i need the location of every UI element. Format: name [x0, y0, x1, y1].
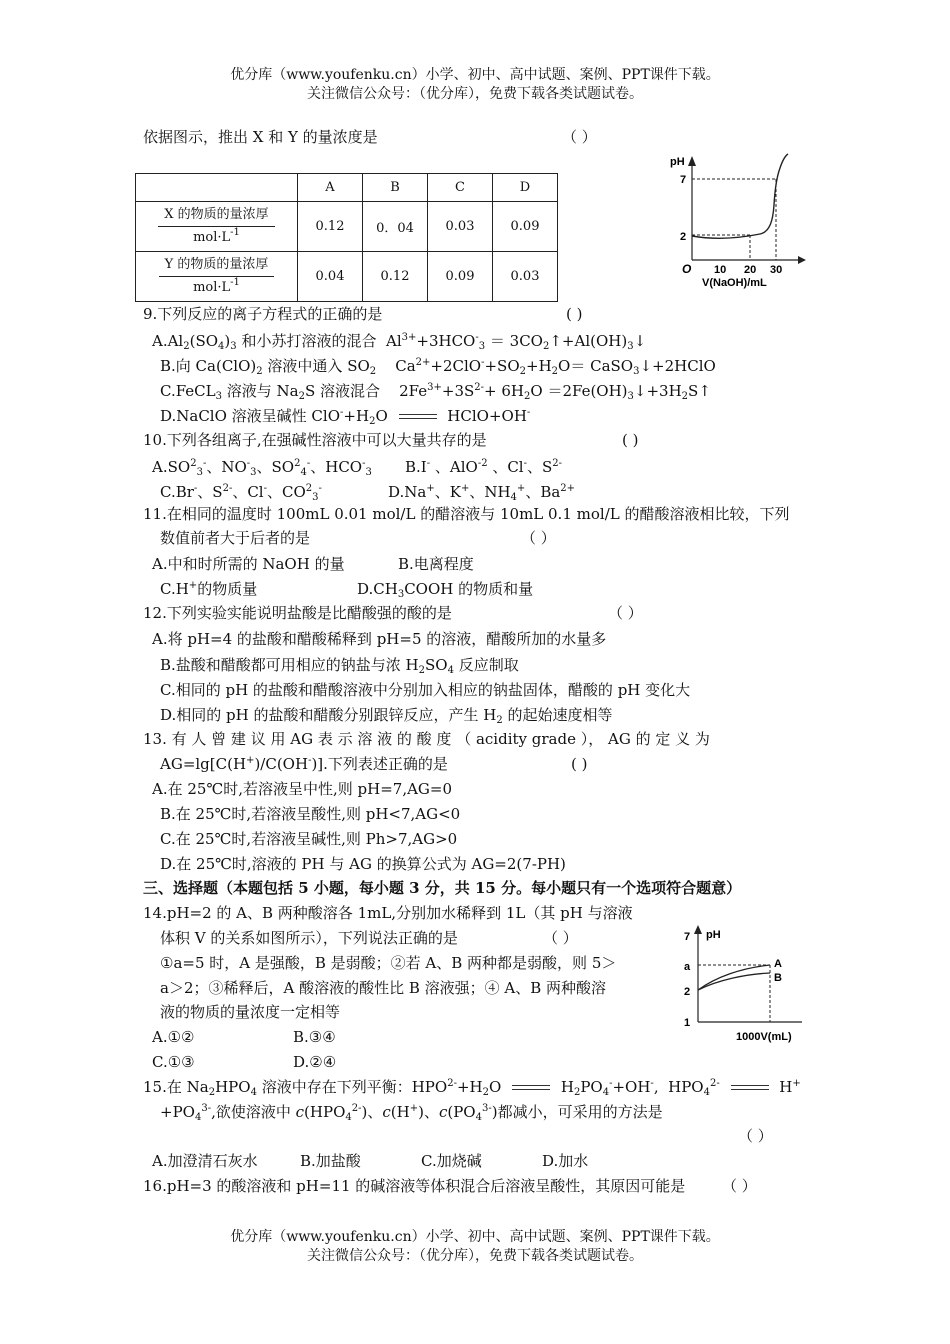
q14-option-b: B.③④ [293, 1028, 336, 1046]
q13-stem-2: AG=lg[C(H+)/C(OH-)].下列表述正确的是 [160, 755, 448, 773]
q10-stem: 10.下列各组离子,在强碱性溶液中可以大量共存的是 [143, 431, 487, 449]
header-line-2: 关注微信公众号：（优分库），免费下载各类试题试卷。 [307, 86, 643, 102]
q12-paren: （ ） [608, 604, 643, 622]
q14-line-3: ①a=5 时，A 是强酸，B 是弱酸；②若 A、B 两种都是弱酸，则 5＞ [160, 954, 617, 972]
q16-stem: 16.pH=3 的酸溶液和 pH=11 的碱溶液等体积混合后溶液呈酸性，其原因可能是 [143, 1177, 686, 1195]
q11-option-d: $D.CH_3COOH$ 的物质和量 [357, 580, 534, 600]
col-header-a: A [298, 174, 363, 202]
concentration-table [135, 173, 558, 302]
x-value-d: 0.09 [493, 202, 558, 252]
q12-option-c: C.相同的 pH 的盐酸和醋酸溶液中分别加入相应的钠盐固体，醋酸的 pH 变化大 [160, 681, 691, 699]
q14-paren: （ ） [543, 929, 578, 947]
q15-paren: （ ） [738, 1127, 773, 1145]
q9-option-a: $A.Al_2(SO_4)_3$ 和小苏打溶液的混合 $Al^{3+}+3HCO^-_3$ ＝ $3CO_2↑+Al(OH)_3↓$ [152, 332, 647, 352]
q8-paren: （ ） [562, 128, 597, 146]
q10-option-c: C.Br-、$S^{2-}$、Cl-、$CO^2_3^-$ [160, 483, 322, 503]
y-value-c: 0.09 [428, 252, 493, 302]
q14-option-a: A.①② [152, 1028, 195, 1046]
titration-xtick-30: 30 [770, 264, 783, 276]
q14-line-2: 体积 V 的关系如图所示），下列说法正确的是 [160, 929, 458, 947]
titration-xtick-10: 10 [714, 264, 727, 276]
q10-option-d: D.Na+、K+、$NH_4^+$、$Ba^{2+}$ [388, 483, 576, 503]
q11-paren: （ ） [521, 529, 556, 547]
x-value-a: 0.12 [298, 202, 363, 252]
titration-xtick-20: 20 [744, 264, 757, 276]
q13-stem: 13. 有 人 曾 建 议 用 AG 表 示 溶 液 的 酸 度 （ acidity grade ）， AG 的 定 义 为 [143, 730, 710, 748]
dilution-label-b: B [774, 972, 782, 984]
q11-stem-2: 数值前者大于后者的是 [160, 529, 311, 547]
q14-line-4: a＞2；③稀释后，A 酸溶液的酸性比 B 溶液强；④ A、B 两种酸溶 [160, 979, 607, 997]
y-value-d: 0.03 [493, 252, 558, 302]
titration-origin: O [682, 262, 692, 276]
q15-option-b: B.加盐酸 [300, 1152, 361, 1170]
q12-option-b: B.盐酸和醋酸都可用相应的钠盐与浓 $H_2SO_4$ 反应制取 [160, 656, 519, 676]
q12-stem: 12.下列实验实能说明盐酸是比醋酸强的酸的是 [143, 604, 452, 622]
dilution-ytick-2: 2 [684, 986, 691, 998]
titration-ytick-2: 2 [680, 231, 687, 243]
dilution-xlabel: 1000V(mL) [736, 1031, 792, 1043]
q10-option-b: B.I- 、AlO$^{-2}$ 、Cl-、$S^{2-}$ [405, 458, 563, 476]
q15-option-a: A.加澄清石灰水 [152, 1152, 258, 1170]
x-value-c: 0.03 [428, 202, 493, 252]
titration-graph [660, 150, 810, 290]
q11-option-a: A.中和时所需的 NaOH 的量 [152, 555, 345, 573]
q16-paren: （ ） [722, 1177, 757, 1195]
q8-stem: 依据图示，推出 X 和 Y 的量浓度是 [143, 128, 378, 146]
q13-option-d: D.在 25℃时,溶液的 PH 与 AG 的换算公式为 AG=2(7-PH) [160, 855, 566, 873]
col-header-d: D [493, 174, 558, 202]
y-value-b: 0.12 [363, 252, 428, 302]
q9-option-b: B.向 $Ca(ClO)_2$ 溶液中通入 $SO_2$ $Ca^{2+}+2ClO^-+SO_2+H_2O=$ CaSO$_3$↓+2HClO [160, 357, 716, 377]
q10-option-a: $A.SO^2_3^-$、$NO^-_3$、$SO^2_4^-$、$HCO^-_3$ [152, 458, 372, 478]
dilution-ytick-1: 1 [684, 1017, 691, 1029]
q15-option-d: D.加水 [542, 1152, 589, 1170]
dilution-label-a: A [774, 958, 782, 970]
q15-line-1: 15.在 $Na_2HPO_4$ 溶液中存在下列平衡：$HPO^{2-}+H_2O$ $H_2PO_4^-+OH^-$, $HPO_4^{2-}$ H+ [143, 1078, 801, 1098]
footer-line-2: 关注微信公众号：（优分库），免费下载各类试题试卷。 [307, 1248, 643, 1264]
q13-option-c: C.在 25℃时,若溶液呈碱性,则 Ph>7,AG>0 [160, 830, 458, 848]
dilution-ylabel: pH [706, 929, 721, 941]
q9-option-c: C.FeCL$_3$ 溶液与 $Na_2S$ 溶液混合 $2Fe^{3+}+3S^{2-}+ 6H_2O$ $=2Fe(OH)_3↓+3H_2S↑$ [160, 382, 711, 402]
q9-paren: ( ) [566, 305, 583, 323]
q12-option-d: D.相同的 pH 的盐酸和醋酸分别跟锌反应，产生 $H_2$ 的起始速度相等 [160, 706, 613, 726]
titration-ytick-7: 7 [680, 174, 687, 186]
header-line-1: 优分库（www.youfenku.cn）小学、初中、高中试题、案例、PPT课件下载。 [230, 67, 720, 83]
q14-line-5: 液的物质的量浓度一定相等 [160, 1003, 341, 1021]
q15-option-c: C.加烧碱 [421, 1152, 482, 1170]
dilution-ytick-a: a [684, 961, 691, 973]
q11-option-c: C.H+的物质量 [160, 580, 258, 598]
dilution-graph [676, 922, 816, 1047]
col-header-c: C [428, 174, 493, 202]
q14-line-1: 14.pH=2 的 A、B 两种酸溶各 1mL,分别加水稀释到 1L（其 pH 与溶液 [143, 904, 633, 922]
q10-paren: ( ) [622, 431, 639, 449]
x-row-label: $\frac{\text{X 的物质的量浓厚}}{mol\cdot L^{-1}}$ [136, 202, 298, 252]
q11-stem: 11.在相同的温度时 100mL 0.01 mol/L 的醋溶液与 10mL 0.1 mol/L 的醋酸溶液相比较，下列 [143, 505, 790, 523]
y-value-a: 0.04 [298, 252, 363, 302]
x-value-b: 0．04 [363, 202, 428, 252]
y-row-label: $\frac{\text{Y 的物质的量浓厚}}{mol\cdot L^{-1}}$ [136, 252, 298, 302]
q14-option-c: C.①③ [152, 1053, 195, 1071]
q13-option-a: A.在 25℃时,若溶液呈中性,则 pH=7,AG=0 [152, 780, 453, 798]
q11-option-b: B.电离程度 [398, 555, 474, 573]
q12-option-a: A.将 pH=4 的盐酸和醋酸稀释到 pH=5 的溶液，醋酸所加的水量多 [152, 630, 607, 648]
q13-paren: ( ) [571, 755, 588, 773]
footer-line-1: 优分库（www.youfenku.cn）小学、初中、高中试题、案例、PPT课件下载。 [230, 1229, 720, 1245]
q9-option-d: D.NaClO 溶液呈碱性 $ClO^-+H_2O$ HClO+OH- [160, 407, 531, 427]
titration-ylabel: pH [670, 156, 685, 168]
q15-line-2: $+PO_4^{3-}$,欲使溶液中 $c(HPO_4^{2-})$、c(H+)、$c(PO_4^{3-})$都减小，可采用的方法是 [160, 1103, 663, 1123]
q13-option-b: B.在 25℃时,若溶液呈酸性,则 pH<7,AG<0 [160, 805, 461, 823]
section-3-title: 三、选择题（本题包括 5 小题，每小题 3 分，共 15 分。每小题只有一个选项符合题意） [143, 879, 742, 897]
dilution-ytick-7: 7 [684, 931, 691, 943]
q14-option-d: D.②④ [293, 1053, 337, 1071]
col-header-b: B [363, 174, 428, 202]
titration-xlabel: V(NaOH)/mL [702, 277, 767, 289]
q9-stem: 9.下列反应的离子方程式的正确的是 [143, 305, 383, 323]
